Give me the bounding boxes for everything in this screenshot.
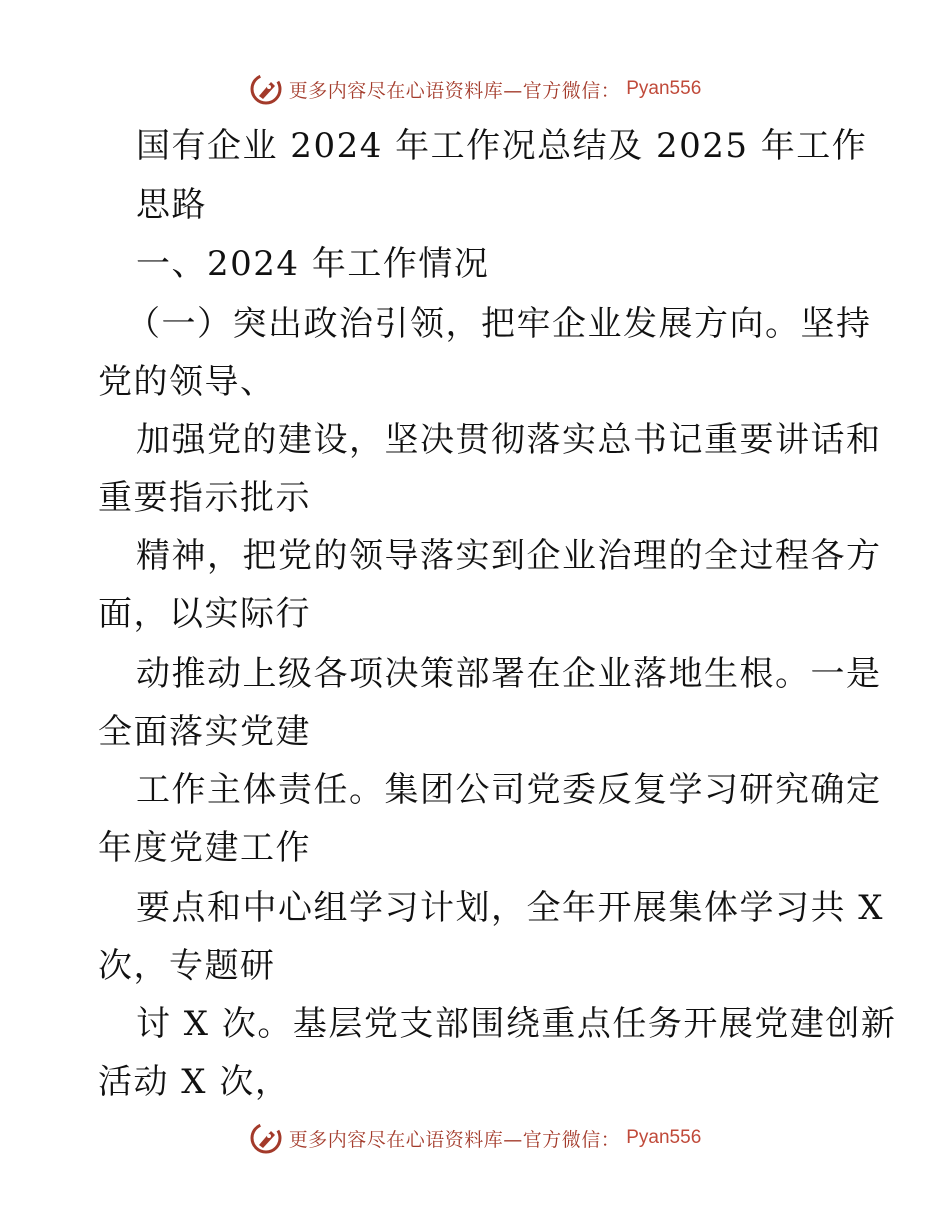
body-line: 动推动上级各项决策部署在企业落地生根。一是 <box>136 654 882 694</box>
body-line: 年度党建工作 <box>98 828 311 868</box>
header-watermark <box>0 72 950 106</box>
pen-nib-logo-icon <box>249 1121 283 1155</box>
watermark-text: 更多内容尽在心语资料库—官方微信： <box>288 79 621 102</box>
body-line: 活动 X 次， <box>98 1062 291 1102</box>
body-line: 次，专题研 <box>98 946 276 986</box>
body-line: （一）突出政治引领，把牢企业发展方向。坚持 <box>126 304 872 344</box>
document-title-line-1: 国有企业 2024 年工作况总结及 2025 年工作 <box>136 126 868 166</box>
body-line: 面，以实际行 <box>98 594 311 634</box>
watermark-account: Pyan556 <box>626 1127 702 1148</box>
body-line: 加强党的建设，坚决贯彻落实总书记重要讲话和 <box>136 420 882 460</box>
footer-watermark <box>0 1121 950 1155</box>
body-line: 工作主体责任。集团公司党委反复学习研究确定 <box>136 770 882 810</box>
body-line: 党的领导、 <box>98 362 276 402</box>
body-line: 要点和中心组学习计划，全年开展集体学习共 X <box>136 888 885 928</box>
pen-nib-logo-icon <box>249 72 283 106</box>
body-line: 精神，把党的领导落实到企业治理的全过程各方 <box>136 536 882 576</box>
document-title-line-2: 思路 <box>136 185 207 225</box>
body-line: 讨 X 次。基层党支部围绕重点任务开展党建创新 <box>136 1004 897 1044</box>
watermark-text: 更多内容尽在心语资料库—官方微信： <box>288 1128 621 1151</box>
section-heading: 一、2024 年工作情况 <box>136 244 490 284</box>
watermark-account: Pyan556 <box>626 78 702 99</box>
body-line: 重要指示批示 <box>98 478 311 518</box>
body-line: 全面落实党建 <box>98 712 311 752</box>
